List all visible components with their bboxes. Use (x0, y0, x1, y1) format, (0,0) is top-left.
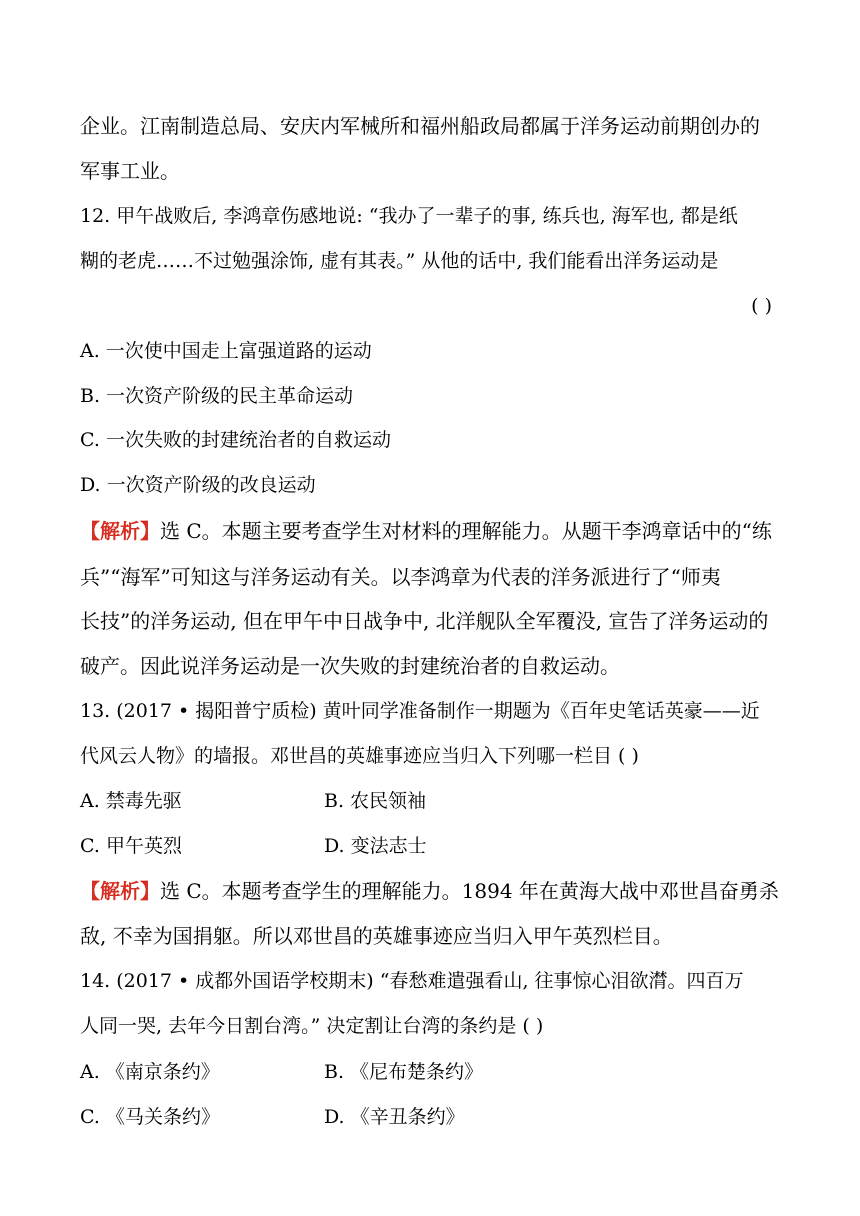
question-14-stem: 人同一哭, 去年今日割台湾。” 决定割让台湾的条约是 ( ) (80, 1015, 544, 1037)
option-b: B. 《尼布楚条约》 (324, 1061, 484, 1083)
option-d: D. 变法志士 (324, 835, 427, 857)
option-a: A. 禁毒先驱 (80, 790, 182, 812)
option-c: C. 《马关条约》 (80, 1106, 220, 1128)
explanation-text: 长技”的洋务运动, 但在甲午中日战争中, 北洋舰队全军覆没, 宣告了洋务运动的 (80, 609, 769, 633)
option-row (80, 828, 780, 864)
option-row (80, 1099, 780, 1135)
explanation-text: 敌, 不幸为国捐躯。所以邓世昌的英雄事迹应当归入甲午英烈栏目。 (80, 924, 673, 948)
question-13-stem: 13. (2017 • 揭阳普宁质检) 黄叶同学准备制作一期题为《百年史笔话英豪——近 (80, 700, 760, 722)
option-c: C. 甲午英烈 (80, 835, 182, 857)
option-row (80, 783, 780, 819)
explanation-text: 选 C。本题考查学生的理解能力。1894 年在黄海大战中邓世昌奋勇杀 (160, 879, 779, 903)
option-b: B. 一次资产阶级的民主革命运动 (80, 385, 354, 407)
text-line: 企业。江南制造总局、安庆内军械所和福州船政局都属于洋务运动前期创办的 (80, 114, 760, 138)
question-13-stem: 代风云人物》的墙报。邓世昌的英雄事迹应当归入下列哪一栏目 ( ) (80, 745, 639, 767)
option-row (80, 1054, 780, 1090)
explanation-text: 兵”“海军”可知这与洋务运动有关。以李鸿章为代表的洋务派进行了“师夷 (80, 565, 721, 589)
option-c: C. 一次失败的封建统治者的自救运动 (80, 429, 391, 451)
option-a: A. 一次使中国走上富强道路的运动 (80, 340, 372, 362)
explanation-tag: 【解析】 (80, 519, 160, 543)
question-12-stem: 12. 甲午战败后, 李鸿章伤感地说: “我办了一辈子的事, 练兵也, 海军也, 都是纸 (80, 205, 738, 227)
explanation-text: 破产。因此说洋务运动是一次失败的封建统治者的自救运动。 (80, 654, 620, 678)
option-d: D. 一次资产阶级的改良运动 (80, 474, 316, 496)
explanation-12 (80, 513, 780, 549)
option-b: B. 农民领袖 (324, 790, 427, 812)
text-line: 军事工业。 (80, 159, 180, 183)
option-a: A. 《南京条约》 (80, 1061, 220, 1083)
answer-blank: ( ) (751, 295, 772, 317)
question-12-stem: 糊的老虎……不过勉强涂饰, 虚有其表。” 从他的话中, 我们能看出洋务运动是 (80, 250, 719, 272)
explanation-13 (80, 873, 780, 909)
option-d: D. 《辛丑条约》 (324, 1106, 465, 1128)
question-14-stem: 14. (2017 • 成都外国语学校期末) “春愁难遣强看山, 往事惊心泪欲潸。四百万 (80, 970, 744, 992)
explanation-tag: 【解析】 (80, 879, 160, 903)
explanation-text: 选 C。本题主要考查学生对材料的理解能力。从题干李鸿章话中的“练 (160, 519, 772, 543)
